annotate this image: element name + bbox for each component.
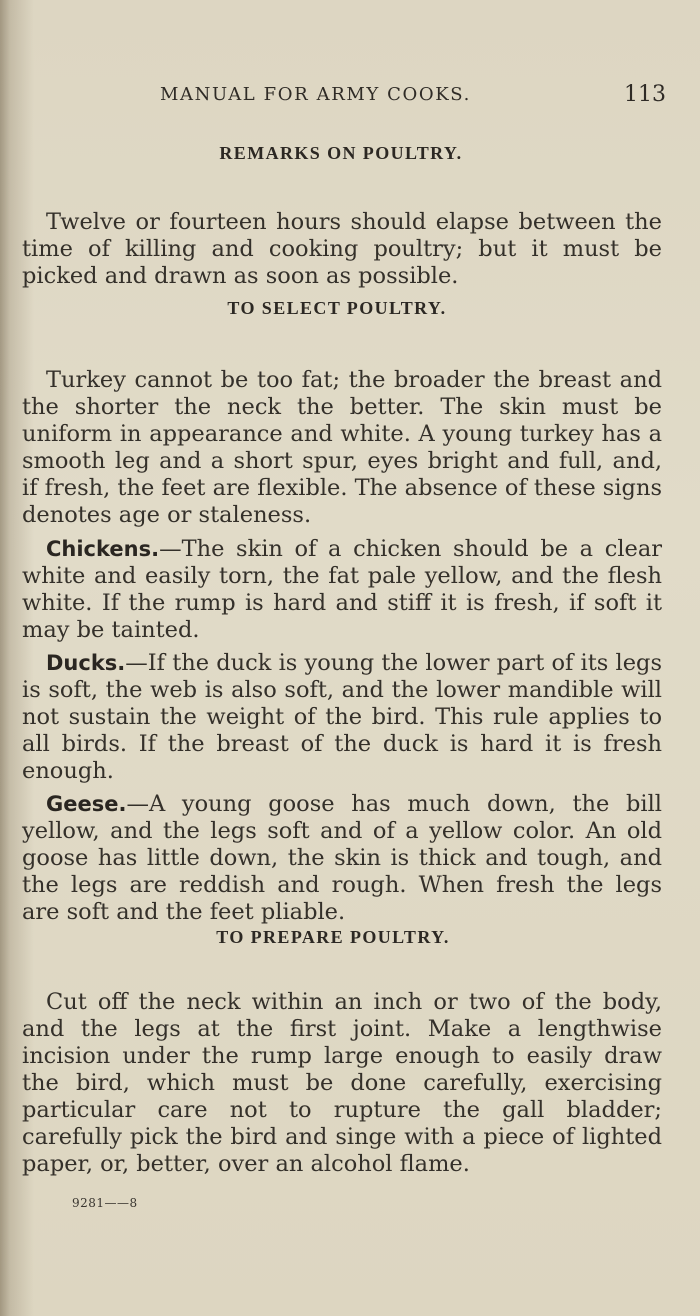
printer-signature: 9281——8 [72, 1196, 138, 1210]
heading-remarks-on-poultry: REMARKS ON POULTRY. [219, 143, 463, 163]
ducks-lead: Ducks. [46, 650, 126, 675]
running-title: MANUAL FOR ARMY COOKS. [160, 84, 471, 105]
running-head [0, 84, 700, 114]
paragraph-ducks [22, 650, 662, 785]
paragraph-turkey: Turkey cannot be too fat; the broader the breast and the shorter the neck the better. The skin must be uniform in appearance and white. A young turkey has a smooth leg and a short spur, eyes bright and full, and, if fresh, the feet are flexible. The absence of these signs denotes age or staleness. [22, 366, 662, 528]
ducks-text: —If the duck is young the lower part of its legs is soft, the web is also soft, and the lower mandible will not sustain the weight of the bird. This rule applies to all birds. If the breast of the duck is hard it is fresh enough. [22, 649, 662, 784]
paragraph-remarks: Twelve or fourteen hours should elapse between the time of killing and cooking poultry; but it must be picked and drawn as soon as possible. [22, 208, 662, 289]
page-number: 113 [624, 82, 666, 107]
geese-lead: Geese. [46, 791, 127, 816]
paragraph-chickens [22, 536, 662, 644]
paragraph-geese [22, 791, 662, 926]
heading-to-prepare-poultry: TO PREPARE POULTRY. [216, 927, 450, 947]
paragraph-prepare: Cut off the neck within an inch or two of the body, and the legs at the first joint. Make a lengthwise incision under the rump large enough to easily draw the bird, which must be done carefully, exercising particular care not to rupture the gall bladder; carefully pick the bird and singe with a piece of lighted paper, or, better, over an alcohol flame. [22, 988, 662, 1177]
chickens-text: —The skin of a chicken should be a clear white and easily torn, the fat pale yellow, and the flesh white. If the rump is hard and stiff it is fresh, if soft it may be tainted. [22, 535, 662, 643]
heading-to-select-poultry: TO SELECT POULTRY. [227, 298, 447, 318]
chickens-lead: Chickens. [46, 536, 160, 561]
geese-text: —A young goose has much down, the bill yellow, and the legs soft and of a yellow color. An old goose has little down, the skin is thick and tough, and the legs are reddish and rough. When fresh the legs are soft and the feet pliable. [22, 790, 662, 925]
